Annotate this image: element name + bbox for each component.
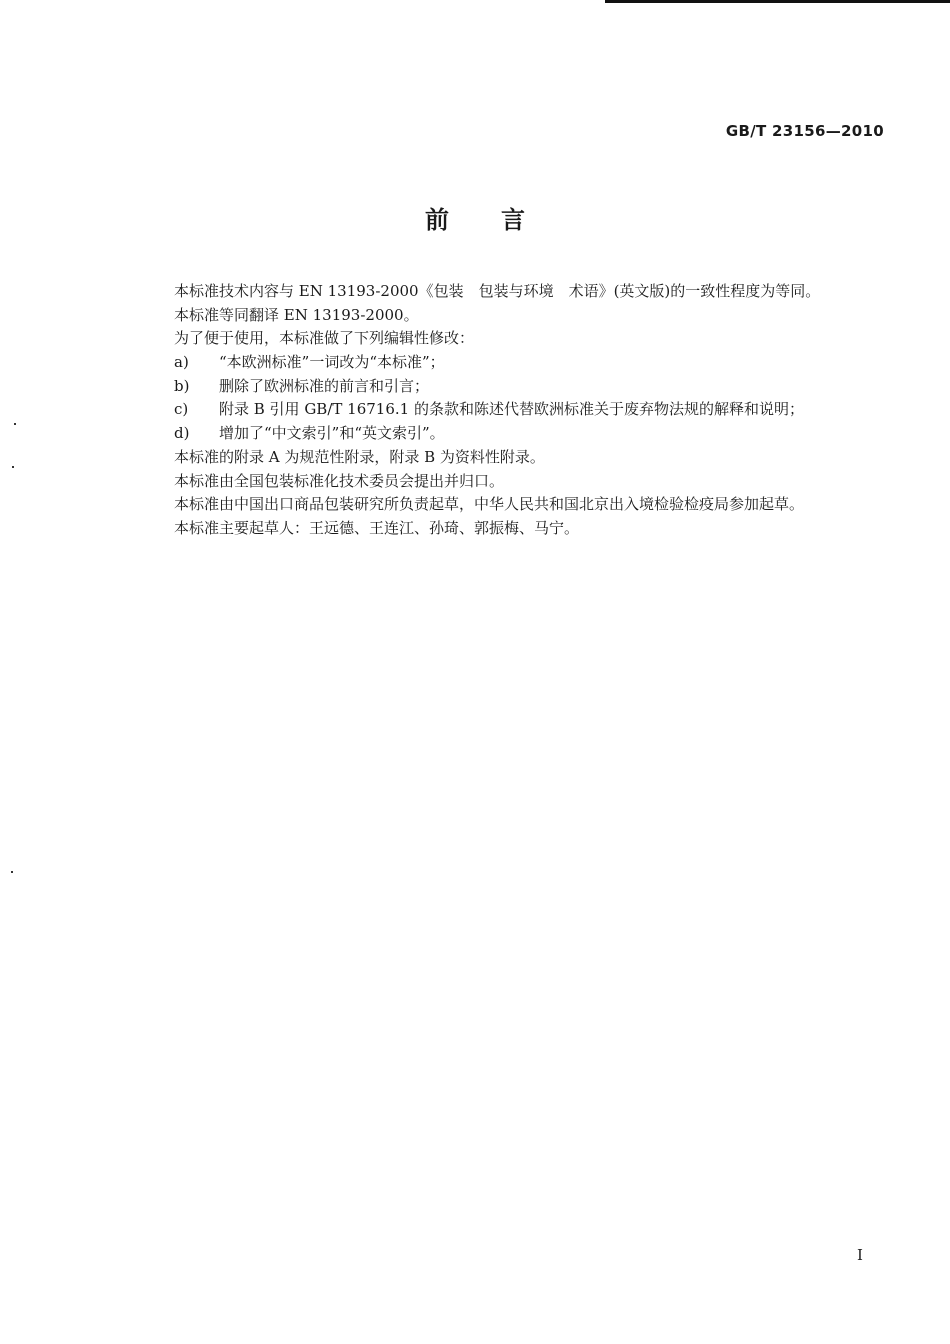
list-item-mark: d) [174, 424, 190, 443]
list-item-mark: c) [174, 400, 189, 419]
scan-speck [12, 466, 14, 468]
scan-speck [14, 423, 16, 425]
paragraph-edits-intro: 为了便于使用，本标准做了下列编辑性修改： [174, 329, 475, 348]
page-number: I [857, 1246, 863, 1264]
paragraph-drafters: 本标准主要起草人：王远德、王连江、孙琦、郭振梅、马宁。 [174, 518, 580, 537]
list-item-text: 附录 B 引用 GB/T 16716.1 的条款和陈述代替欧洲标准关于废弃物法规的解释和说明； [219, 400, 804, 419]
list-item-text: 增加了“中文索引”和“英文索引”。 [219, 424, 445, 443]
paragraph-translation: 本标准等同翻译 EN 13193-2000。 [174, 305, 419, 324]
paragraph-proposer: 本标准由全国包装标准化技术委员会提出并归口。 [174, 471, 505, 490]
list-item [174, 422, 894, 446]
list-item-mark: b) [174, 376, 190, 395]
list-item [174, 398, 894, 422]
paragraph-drafting-org: 本标准由中国出口商品包装研究所负责起草，中华人民共和国北京出入境检验检疫局参加起草。 [174, 495, 805, 514]
paragraph-consistency: 本标准技术内容与 EN 13193-2000《包装 包装与环境 术语》(英文版)的一致性程度为等同。 [174, 282, 821, 300]
standard-code: GB/T 23156—2010 [725, 122, 884, 140]
paragraph-annexes: 本标准的附录 A 为规范性附录，附录 B 为资料性附录。 [174, 447, 545, 466]
list-item-mark: a) [174, 353, 189, 372]
list-item-text: “本欧洲标准”一词改为“本标准”； [219, 353, 445, 372]
page-title: 前言 [425, 206, 577, 234]
scan-edge-line [605, 0, 950, 3]
list-item [174, 375, 894, 399]
scan-speck [11, 871, 13, 873]
foreword-body [174, 280, 894, 541]
list-item-text: 删除了欧洲标准的前言和引言； [219, 376, 430, 395]
list-item [174, 351, 894, 375]
